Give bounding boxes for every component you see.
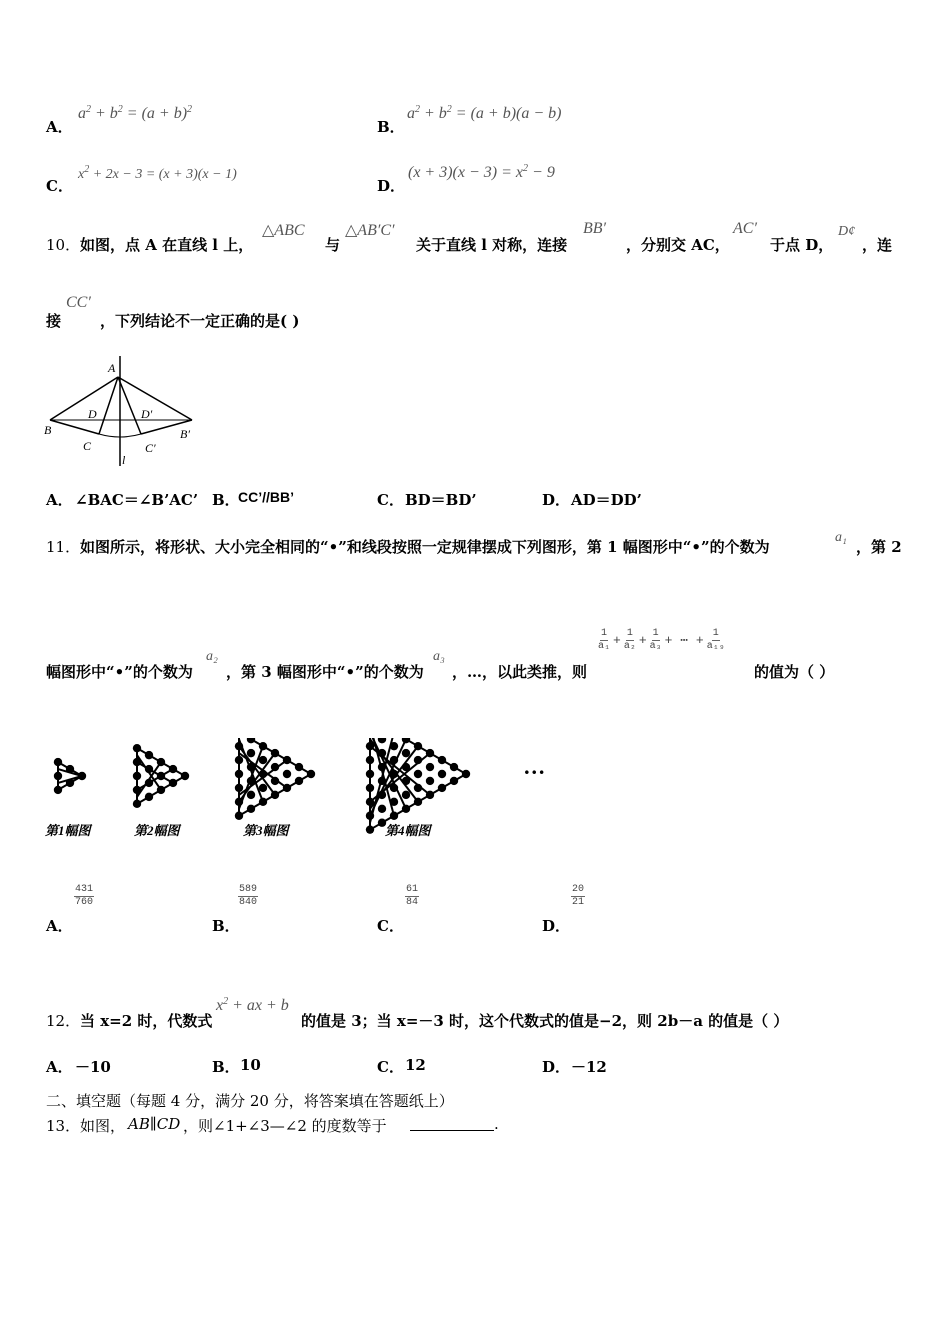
q11-figure-dot: [133, 772, 141, 780]
q11-caption-3: 第3幅图: [243, 823, 289, 838]
q11-figure-dot: [366, 770, 374, 778]
q11-figure-dot: [54, 758, 62, 766]
q11-figure-dot: [247, 777, 255, 785]
q9-option-b-formula: $a^2 + b^2 = (a + b)(a - b)$: [407, 104, 562, 122]
q13-end: .: [494, 1115, 499, 1133]
q11-figure-dot: [247, 805, 255, 813]
q11-figure-dot: [402, 791, 410, 799]
q11-figure-dot: [390, 770, 398, 778]
q10-math-cc-prime: CC′: [66, 294, 91, 311]
q11-figure-dot: [235, 770, 243, 778]
q11-figure-dot: [426, 749, 434, 757]
q11-figure-dot: [378, 749, 386, 757]
q11-line-2d: 的值为（ ）: [754, 663, 835, 681]
q11-figure-dot: [271, 763, 279, 771]
q10-label-b-prime: B′: [180, 427, 190, 441]
q10-option-b-label: B．: [212, 491, 240, 509]
q11-figure-dot: [295, 777, 303, 785]
q11-option-c-label: C．: [377, 917, 404, 935]
q11-figure-dot: [366, 812, 374, 820]
q10-text-7: 接: [46, 312, 62, 330]
q11-figure-dot: [390, 756, 398, 764]
q9-option-a-label: A．: [46, 118, 73, 136]
q11-line-2a: 幅图形中“•”的个数为: [46, 663, 193, 681]
q11-number: 11．: [46, 538, 81, 556]
q11-figure-dot: [145, 765, 153, 773]
section-2-heading: 二、填空题（每题 4 分，满分 20 分，将答案填在答题纸上）: [46, 1092, 454, 1110]
q11-figure-dot: [259, 798, 267, 806]
q11-figure-dot: [390, 812, 398, 820]
q11-figure-dot: [235, 798, 243, 806]
q11-figure-dot: [54, 786, 62, 794]
q10-text-3: 关于直线 l 对称，连接: [416, 236, 568, 254]
q11-sum-frac-2: $\frac{1}{\text{a₂}}$: [623, 628, 636, 652]
q9-option-c-formula: $x^2 + 2x - 3 = (x + 3)(x - 1)$: [78, 164, 237, 182]
q11-figure-dot: [259, 770, 267, 778]
q10-label-d-prime: D′: [141, 407, 153, 421]
q11-figure-dot: [307, 770, 315, 778]
q11-option-d-fraction: $\frac{20}{21}$: [572, 884, 585, 908]
q11-caption-4: 第4幅图: [385, 823, 431, 838]
q11-figure-dot: [426, 777, 434, 785]
q10-text-2: 与: [325, 236, 341, 254]
q11-caption-2: 第2幅图: [134, 823, 180, 838]
q10-text-5: 于点 D，: [770, 236, 834, 254]
q10-label-c-prime: C′: [145, 441, 156, 455]
q11-figure-dot: [438, 784, 446, 792]
q11-line-2b: ，第 3 幅图形中“•”的个数为: [226, 663, 424, 681]
q11-figure-4: [366, 738, 470, 834]
q9-option-d-label: D．: [377, 177, 406, 195]
q13-text-2: ，则∠1+∠3—∠2 的度数等于: [183, 1117, 387, 1135]
q11-figure-dot: [133, 800, 141, 808]
q10-math-abc: △ABC: [262, 222, 305, 239]
q11-option-b-label: B．: [212, 917, 240, 935]
q11-option-a-label: A．: [46, 917, 73, 935]
q12-option-c-label: C．: [377, 1058, 404, 1076]
q9-option-c-label: C．: [46, 177, 73, 195]
q11-figure-dot: [390, 742, 398, 750]
q9-option-a-formula: $a^2 + b^2 = (a + b)^2$: [78, 104, 193, 122]
q11-figure-dot: [366, 784, 374, 792]
q11-figure-dot: [66, 765, 74, 773]
q11-figure-dot: [414, 784, 422, 792]
q11-figure-dot: [78, 772, 86, 780]
q10-option-b-text: CC’//BB’: [238, 489, 294, 505]
q11-figure-dot: [402, 749, 410, 757]
q12-option-a-text: －10: [75, 1058, 111, 1076]
q11-caption-1: 第1幅图: [45, 823, 91, 838]
q10-math-d-prime: D¢: [838, 224, 856, 239]
q11-figure-dot: [378, 763, 386, 771]
q11-figure-dot: [378, 738, 386, 743]
q11-figure-dot: [157, 758, 165, 766]
q10-text-1: 如图，点 A 在直线 l 上，: [80, 236, 254, 254]
q11-a3: a₃: [433, 649, 445, 664]
q10-option-a-label: A．: [46, 491, 73, 509]
q11-figure-dot: [426, 763, 434, 771]
q11-sum-expression: $\frac{1}{\text{a₁}}$ + $\frac{1}{\text{a₂}}$ + $\frac{1}{\text{a₃}}$ + ⋯ + $\frac{1}{\text{a₁₉}}$: [598, 628, 725, 652]
q12-option-b-text: 10: [240, 1056, 261, 1074]
q12-number: 12．: [46, 1012, 81, 1030]
q11-figure-dot: [283, 756, 291, 764]
q11-figure-dot: [247, 763, 255, 771]
q11-figure-dot: [390, 784, 398, 792]
q10-label-d: D: [88, 407, 97, 421]
q11-option-a-fraction: $\frac{431}{760}$: [75, 884, 94, 908]
q11-figure-dot: [145, 779, 153, 787]
q12-option-a-label: A．: [46, 1058, 73, 1076]
q10-option-d-text: AD＝DD’: [571, 491, 642, 509]
q11-figure-dot: [145, 751, 153, 759]
q10-option-c-text: BD＝BD’: [405, 491, 477, 509]
q11-figure-2: [133, 744, 189, 808]
q10-math-bb-prime: BB′: [583, 220, 607, 237]
q13-text-1: 如图，: [80, 1117, 126, 1135]
q11-ellipsis: …: [524, 754, 546, 779]
q10-triangle-figure: [40, 356, 210, 468]
q11-figure-dot: [133, 758, 141, 766]
q11-option-d-label: D．: [542, 917, 571, 935]
q10-text-8: ，下列结论不一定正确的是( ): [100, 312, 300, 330]
q12-option-c-text: 12: [405, 1056, 426, 1074]
q11-figure-dot: [247, 791, 255, 799]
q12-option-b-label: B．: [212, 1058, 240, 1076]
q11-figure-dot: [414, 798, 422, 806]
q11-option-b-fraction: $\frac{589}{840}$: [239, 884, 258, 908]
q11-dot-figures-group: [54, 738, 470, 834]
q11-figure-dot: [133, 786, 141, 794]
q10-option-a-text: ∠BAC＝∠B’AC’: [75, 491, 199, 509]
q11-figure-dot: [181, 772, 189, 780]
q11-figure-dot: [402, 805, 410, 813]
q11-figure-dot: [366, 756, 374, 764]
q10-label-c: C: [83, 439, 92, 453]
q11-figure-dot: [235, 742, 243, 750]
q10-text-6: ，连: [862, 236, 893, 254]
q11-figure-dot: [438, 756, 446, 764]
q11-figure-dot: [402, 777, 410, 785]
q12-text-2: 的值是 3；当 x=－3 时，这个代数式的值是−2，则 2b－a 的值是（ ）: [301, 1012, 789, 1030]
q10-math-ac-prime: AC′: [733, 220, 757, 237]
q11-figure-1: [54, 758, 86, 794]
q11-figure-dot: [271, 791, 279, 799]
q11-line-1: 如图所示，将形状、大小完全相同的“•”和线段按照一定规律摆成下列图形，第 1 幅图形中“•”的个数为: [80, 538, 770, 556]
q11-figure-dot: [283, 770, 291, 778]
q11-figure-dot: [414, 756, 422, 764]
q11-figure-dot: [378, 805, 386, 813]
q11-figure-dot: [235, 756, 243, 764]
q11-figure-dot: [259, 756, 267, 764]
q11-figure-dot: [133, 744, 141, 752]
q11-figure-dot: [235, 812, 243, 820]
q11-figure-dot: [157, 786, 165, 794]
q10-option-c-label: C．: [377, 491, 404, 509]
q11-figure-dot: [414, 742, 422, 750]
q11-figure-dot: [366, 798, 374, 806]
q11-figure-dot: [366, 742, 374, 750]
q13-math-ab-cd: AB∥CD: [128, 1115, 181, 1133]
q11-figure-dot: [247, 749, 255, 757]
q13-answer-blank[interactable]: [410, 1116, 494, 1135]
q11-figure-dot: [402, 738, 410, 743]
q10-option-d-label: D．: [542, 491, 571, 509]
q10-math-abc-prime: △AB′C′: [345, 222, 395, 239]
q11-a1: a₁: [835, 530, 847, 545]
q11-figure-dot: [66, 779, 74, 787]
q13-number: 13．: [46, 1117, 81, 1135]
q11-figure-dot: [145, 793, 153, 801]
q12-option-d-text: －12: [571, 1058, 607, 1076]
q10-label-a: A: [108, 361, 116, 375]
q9-option-b-label: B．: [377, 118, 405, 136]
q11-dot-figures: [40, 738, 560, 844]
q11-figure-dot: [390, 798, 398, 806]
q11-figure-dot: [378, 777, 386, 785]
q11-figure-dot: [157, 772, 165, 780]
q11-sum-frac-1: $\frac{1}{\text{a₁}}$: [598, 628, 611, 652]
q11-figure-dot: [259, 784, 267, 792]
q12-option-d-label: D．: [542, 1058, 571, 1076]
q11-figure-dot: [54, 772, 62, 780]
q11-figure-dot: [169, 765, 177, 773]
q12-text-1: 当 x=2 时，代数式: [80, 1012, 213, 1030]
q11-figure-dot: [366, 825, 374, 833]
q11-sum-frac-19: $\frac{1}{\text{a₁₉}}$: [706, 628, 725, 652]
q10-label-l: l: [122, 453, 126, 467]
q11-figure-dot: [295, 763, 303, 771]
q11-figure-dot: [402, 763, 410, 771]
q11-sum-frac-3: $\frac{1}{\text{a₃}}$: [649, 628, 662, 652]
q11-option-c-fraction: $\frac{61}{84}$: [406, 884, 419, 908]
q11-line-2c: ，…，以此类推，则: [452, 663, 588, 681]
q11-figure-dot: [283, 784, 291, 792]
q11-figure-dot: [169, 779, 177, 787]
q10-label-b: B: [44, 423, 52, 437]
q11-figure-dot: [450, 763, 458, 771]
q10-number: 10．: [46, 236, 81, 254]
q11-figure-dot: [259, 742, 267, 750]
q11-figure-dot: [414, 770, 422, 778]
q11-figure-dot: [271, 749, 279, 757]
q11-figure-3: [235, 738, 315, 820]
q11-figure-dot: [235, 784, 243, 792]
q9-option-d-formula: $(x + 3)(x - 3) = x^2 - 9$: [408, 163, 555, 181]
q11-figure-dot: [426, 791, 434, 799]
q11-figure-dot: [438, 770, 446, 778]
q11-figure-dot: [247, 738, 255, 743]
q11-figure-dot: [271, 777, 279, 785]
q11-a2: a₂: [206, 649, 218, 664]
q11-figure-dot: [450, 777, 458, 785]
q11-figure-dot: [378, 791, 386, 799]
q10-text-4: ，分别交 AC，: [626, 236, 730, 254]
q12-expression: $x^2$ + ax + b: [216, 996, 289, 1014]
q11-figure-dot: [462, 770, 470, 778]
q11-line-1-end: ，第 2: [856, 538, 902, 556]
